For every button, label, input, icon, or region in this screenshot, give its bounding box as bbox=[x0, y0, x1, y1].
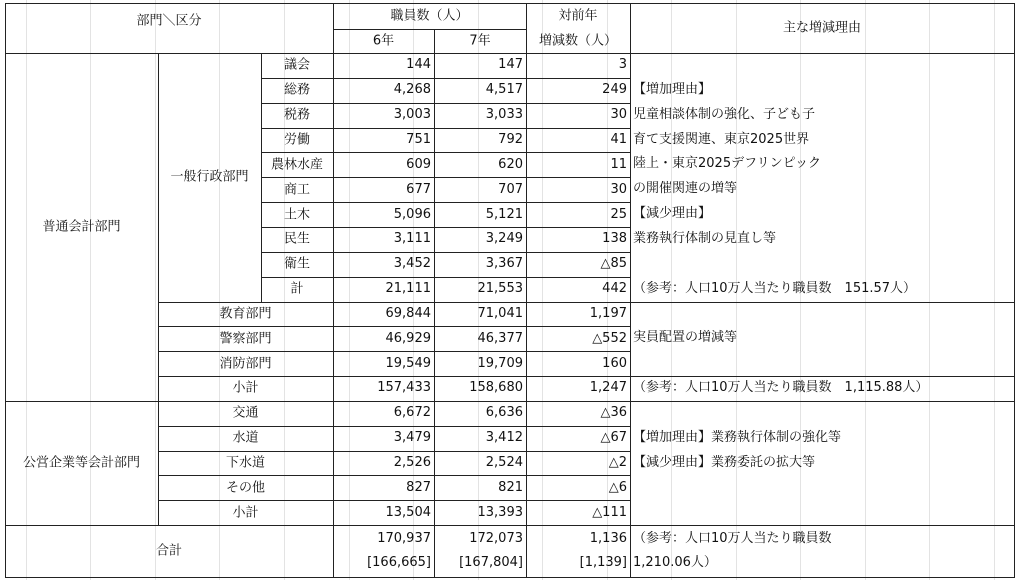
row-year6-value: 21,111 bbox=[385, 281, 431, 297]
row-diff-value: 1,247 bbox=[589, 380, 627, 396]
row-diff-value: 30 bbox=[610, 107, 627, 123]
row-diff-value: 160 bbox=[602, 355, 627, 371]
total-diff-bracket: [1,139] bbox=[579, 555, 627, 571]
border-line bbox=[261, 202, 631, 203]
border-line bbox=[261, 128, 631, 129]
header-staff-count: 職員数（人） bbox=[390, 8, 469, 24]
border-line bbox=[158, 451, 631, 452]
row-year7-value: 3,367 bbox=[485, 256, 523, 272]
border-line bbox=[5, 525, 1015, 526]
row-label: 下水道 bbox=[225, 455, 266, 471]
border-line bbox=[158, 302, 631, 303]
group-public-enterprise: 公営企業等会計部門 bbox=[22, 455, 141, 471]
border-line bbox=[158, 426, 631, 427]
border-line bbox=[5, 53, 1015, 54]
row-diff-value: △67 bbox=[600, 430, 627, 446]
row-year6-value: 751 bbox=[406, 131, 431, 147]
border-line bbox=[261, 227, 631, 228]
row-label: 小計 bbox=[232, 380, 259, 396]
header-year6: 6年 bbox=[372, 33, 395, 49]
row-label: 労働 bbox=[283, 132, 311, 148]
row-year7-value: 2,524 bbox=[485, 455, 523, 471]
note-enterprise-2: 【減少理由】業務委託の拡大等 bbox=[633, 454, 816, 470]
row-year6-value: 3,479 bbox=[393, 430, 431, 446]
row-label: 水道 bbox=[232, 430, 259, 446]
sheet-gridline bbox=[155, 0, 156, 580]
row-year7-value: 21,553 bbox=[477, 281, 523, 297]
row-year6-value: 157,433 bbox=[377, 380, 431, 396]
row-label: 農林水産 bbox=[270, 157, 324, 173]
note-police: 実員配置の増減等 bbox=[633, 330, 738, 346]
border-line bbox=[261, 78, 631, 79]
row-label: その他 bbox=[225, 480, 266, 496]
note-total-2: 1,210.06人） bbox=[633, 555, 717, 571]
row-year6-value: 3,003 bbox=[393, 107, 431, 123]
group-general-admin: 一般行政部門 bbox=[170, 169, 249, 185]
note-admin-5: の開催関連の増等 bbox=[633, 181, 738, 197]
row-diff-value: 25 bbox=[610, 206, 627, 222]
note-admin-3: 育て支援関連、東京2025世界 bbox=[633, 131, 810, 147]
row-label: 民生 bbox=[283, 231, 311, 247]
border-line bbox=[158, 376, 631, 377]
border-line bbox=[5, 3, 6, 578]
border-line bbox=[158, 475, 631, 476]
row-label: 土木 bbox=[283, 207, 311, 223]
group-grand-total: 合計 bbox=[155, 543, 183, 559]
border-line bbox=[158, 326, 631, 327]
row-year6-value: 3,111 bbox=[393, 231, 431, 247]
row-diff-value: 11 bbox=[610, 156, 627, 172]
note-enterprise-1: 【増加理由】業務執行体制の強化等 bbox=[633, 429, 842, 445]
row-year7-value: 147 bbox=[498, 57, 523, 73]
header-dept-category: 部門＼区分 bbox=[136, 13, 202, 29]
row-year7-value: 71,041 bbox=[477, 305, 523, 321]
row-label: 小計 bbox=[232, 505, 259, 521]
row-year6-value: 2,526 bbox=[393, 455, 431, 471]
row-label: 計 bbox=[290, 281, 304, 297]
sheet-gridline bbox=[90, 0, 91, 580]
row-year7-value: 46,377 bbox=[477, 330, 523, 346]
row-year7-value: 5,121 bbox=[485, 206, 523, 222]
header-yoy-line1: 対前年 bbox=[558, 8, 598, 24]
sheet-gridline bbox=[219, 0, 220, 580]
row-year6-value: 6,672 bbox=[393, 405, 431, 421]
border-line bbox=[261, 252, 631, 253]
note-total-1: （参考：人口10万人当たり職員数 bbox=[633, 531, 832, 547]
row-year7-value: 3,033 bbox=[485, 107, 523, 123]
row-year7-value: 3,412 bbox=[485, 430, 523, 446]
border-line bbox=[261, 103, 631, 104]
row-diff-value: 249 bbox=[602, 82, 627, 98]
row-diff-value: 41 bbox=[610, 131, 627, 147]
sheet-gridline bbox=[542, 0, 543, 580]
border-line bbox=[261, 53, 262, 303]
row-label: 教育部門 bbox=[219, 306, 272, 322]
row-year6-value: 19,549 bbox=[385, 355, 431, 371]
row-diff-value: 138 bbox=[602, 231, 627, 247]
row-year6-value: 677 bbox=[406, 181, 431, 197]
note-admin-6: 【減少理由】 bbox=[633, 206, 712, 222]
row-year6-value: 5,096 bbox=[393, 206, 431, 222]
row-year7-value: 158,680 bbox=[469, 380, 523, 396]
row-diff-value: 30 bbox=[610, 181, 627, 197]
row-diff-value: △85 bbox=[600, 256, 627, 272]
border-line bbox=[333, 29, 527, 30]
border-line bbox=[630, 401, 1015, 402]
row-year7-value: 821 bbox=[498, 479, 523, 495]
row-diff-value: 3 bbox=[618, 57, 627, 73]
row-diff-value: △36 bbox=[600, 405, 627, 421]
note-admin-7: 業務執行体制の見直し等 bbox=[633, 230, 777, 246]
row-diff-value: △2 bbox=[608, 455, 627, 471]
row-label: 警察部門 bbox=[219, 331, 272, 347]
row-year7-value: 19,709 bbox=[477, 355, 523, 371]
border-line bbox=[526, 3, 527, 578]
sheet-gridline bbox=[26, 0, 27, 580]
row-year7-value: 792 bbox=[498, 131, 523, 147]
row-year7-value: 4,517 bbox=[485, 82, 523, 98]
header-reasons: 主な増減理由 bbox=[782, 20, 862, 36]
row-label: 衛生 bbox=[283, 256, 311, 272]
row-year7-value: 3,249 bbox=[485, 231, 523, 247]
row-diff-value: 1,197 bbox=[589, 305, 627, 321]
border-line bbox=[630, 376, 1015, 377]
sheet-gridline bbox=[994, 0, 995, 580]
row-year6-value: 69,844 bbox=[385, 305, 431, 321]
border-line bbox=[5, 577, 1015, 578]
border-line bbox=[158, 500, 631, 501]
note-admin-4: 陸上・東京2025デフリンピック bbox=[633, 156, 822, 172]
total-diff-value: 1,136 bbox=[589, 531, 627, 547]
row-diff-value: △552 bbox=[592, 330, 627, 346]
border-line bbox=[434, 29, 435, 578]
border-line bbox=[158, 351, 631, 352]
row-label: 消防部門 bbox=[219, 356, 272, 372]
row-year7-value: 6,636 bbox=[485, 405, 523, 421]
note-admin-8: （参考：人口10万人当たり職員数 151.57人） bbox=[633, 280, 917, 296]
row-year6-value: 3,452 bbox=[393, 256, 431, 272]
row-year6-value: 13,504 bbox=[385, 504, 431, 520]
border-line bbox=[630, 302, 1015, 303]
row-year7-value: 13,393 bbox=[477, 504, 523, 520]
border-line bbox=[261, 177, 631, 178]
note-subtotal: （参考：人口10万人当たり職員数 1,115.88人） bbox=[633, 380, 929, 396]
row-year7-value: 620 bbox=[498, 156, 523, 172]
total-year6-bracket: [166,665] bbox=[367, 555, 431, 571]
header-year7: 7年 bbox=[469, 33, 491, 49]
border-line bbox=[1014, 3, 1015, 578]
border-line bbox=[261, 277, 631, 278]
border-line bbox=[158, 53, 159, 526]
border-line bbox=[333, 3, 334, 578]
row-year6-value: 4,268 bbox=[393, 82, 431, 98]
group-general-account: 普通会計部門 bbox=[42, 219, 121, 235]
row-diff-value: 442 bbox=[602, 281, 627, 297]
note-admin-1: 【増加理由】 bbox=[633, 81, 712, 97]
row-year6-value: 609 bbox=[406, 156, 431, 172]
sheet-gridline bbox=[929, 0, 930, 580]
row-label: 税務 bbox=[283, 107, 311, 123]
row-year6-value: 46,929 bbox=[385, 330, 431, 346]
total-year7-bracket: [167,804] bbox=[459, 555, 523, 571]
row-label: 総務 bbox=[283, 82, 311, 98]
row-year6-value: 827 bbox=[406, 479, 431, 495]
total-year7-value: 172,073 bbox=[469, 531, 523, 547]
sheet-gridline bbox=[349, 0, 350, 580]
row-diff-value: △6 bbox=[608, 479, 627, 495]
border-line bbox=[5, 3, 1015, 4]
border-line bbox=[630, 3, 631, 578]
row-year6-value: 144 bbox=[406, 57, 431, 73]
total-year6-value: 170,937 bbox=[377, 531, 431, 547]
row-year7-value: 707 bbox=[498, 181, 523, 197]
note-admin-2: 児童相談体制の強化、子ども子 bbox=[633, 106, 816, 122]
border-line bbox=[261, 152, 631, 153]
row-label: 交通 bbox=[232, 405, 259, 421]
row-diff-value: △111 bbox=[592, 504, 627, 520]
row-label: 商工 bbox=[283, 182, 311, 198]
header-yoy-line2: 増減数（人） bbox=[538, 33, 618, 49]
row-label: 議会 bbox=[283, 57, 311, 73]
